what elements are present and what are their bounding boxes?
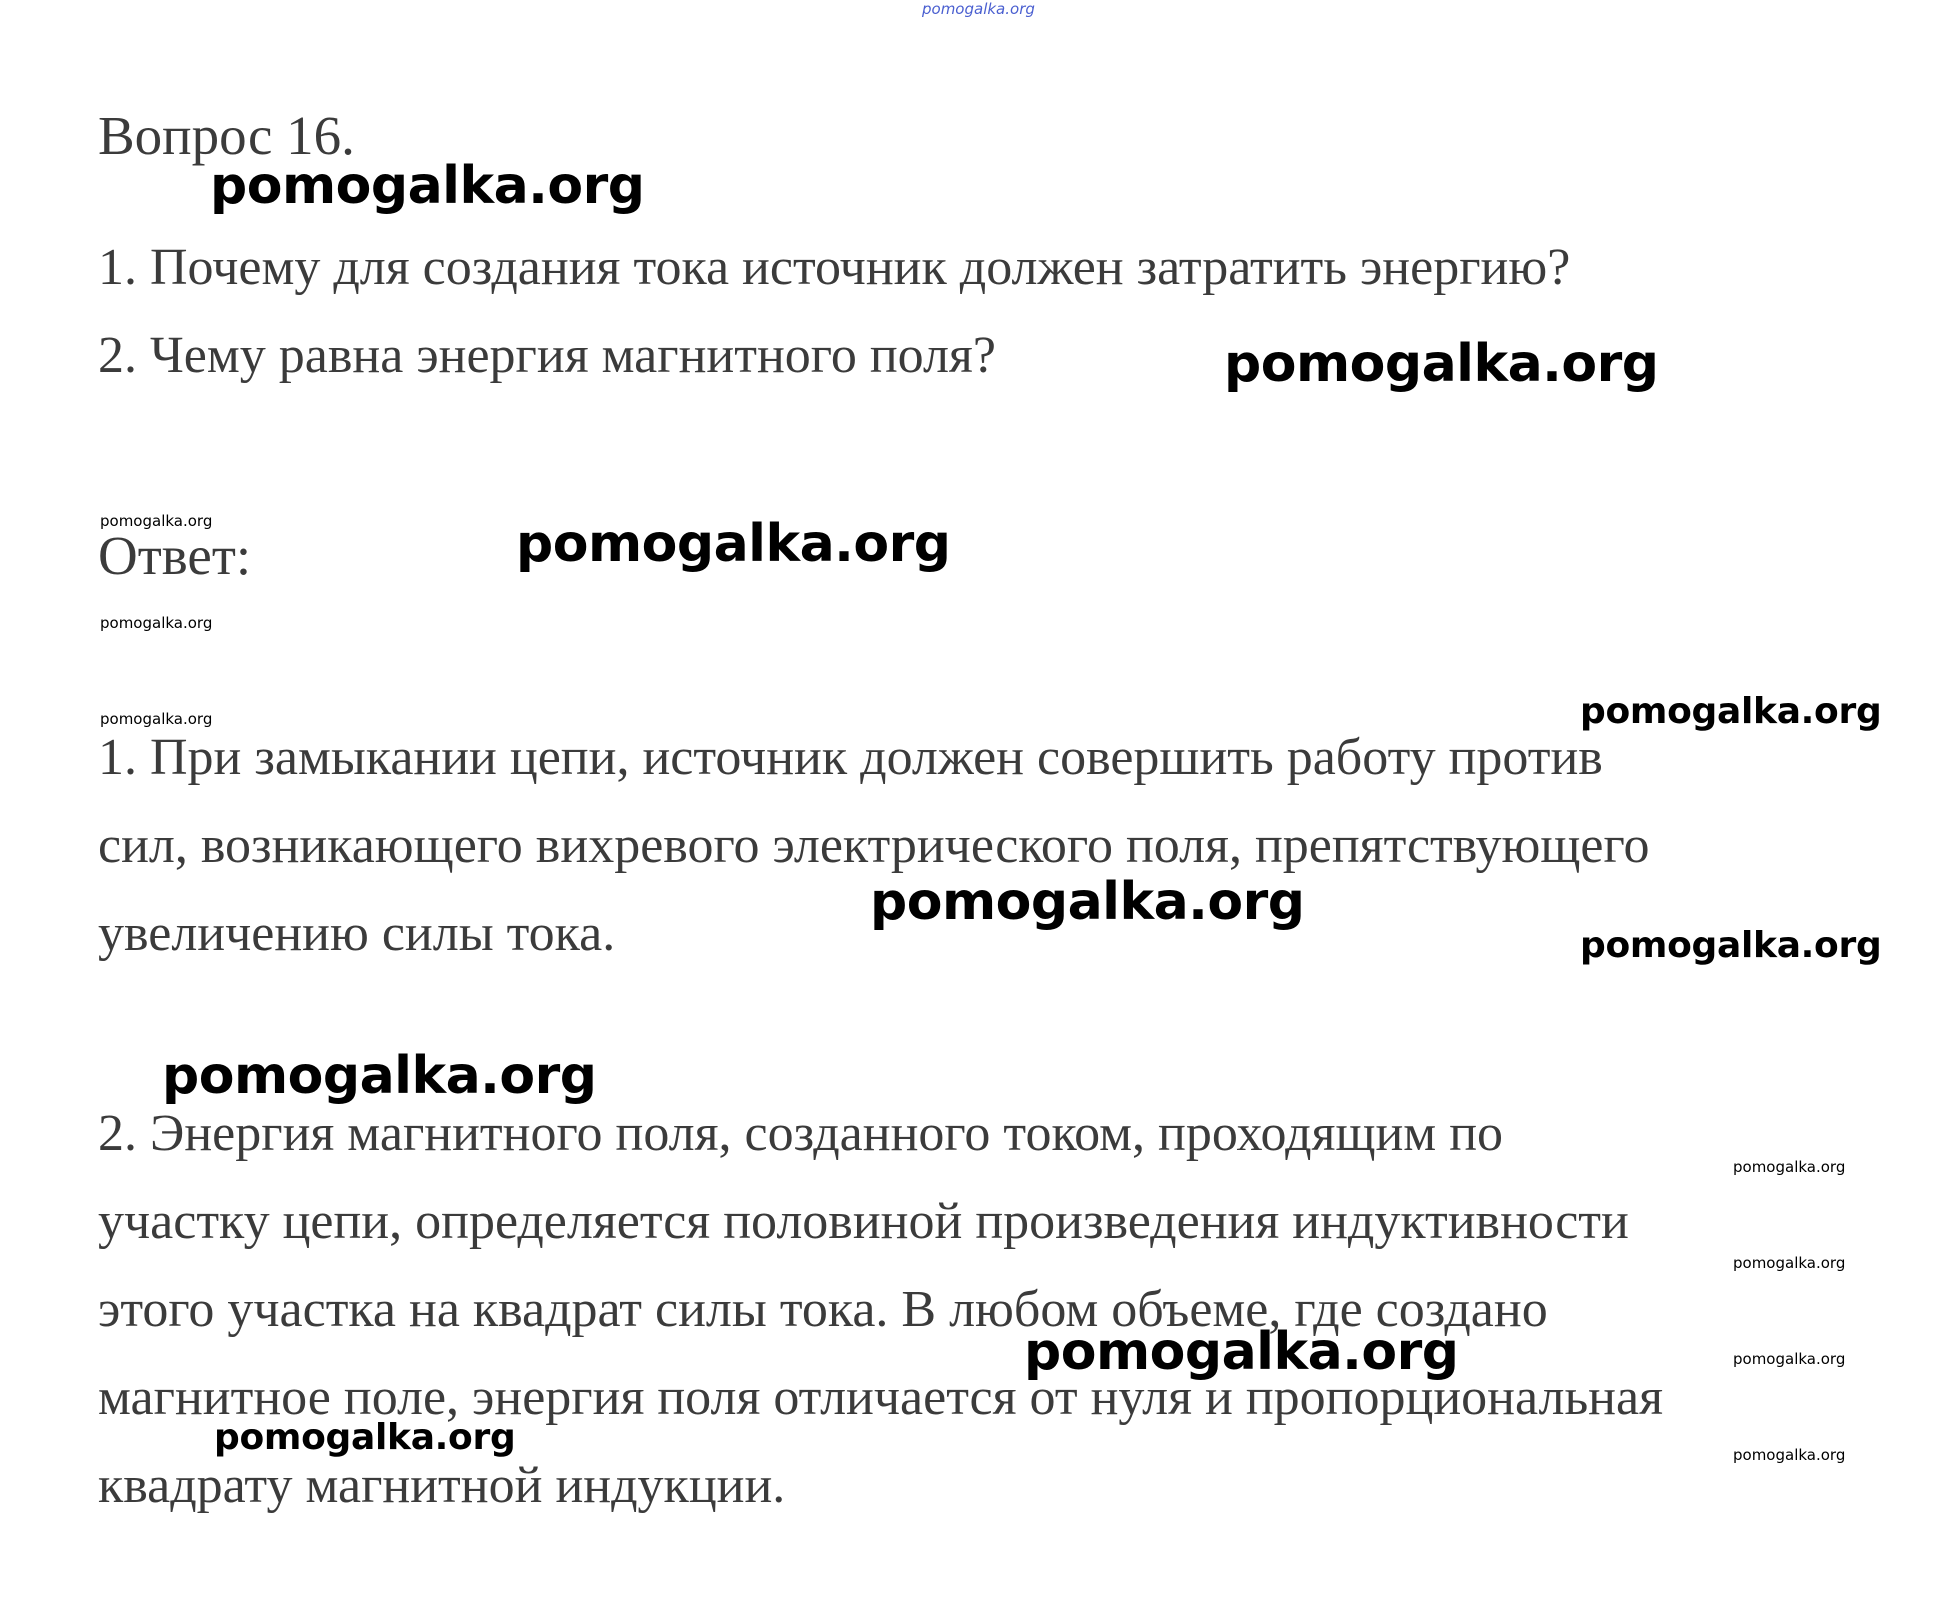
answer-part2-line-2: участку цепи, определяется половиной произведения индуктивности — [98, 1193, 1629, 1250]
watermark-4: pomogalka.org — [516, 514, 951, 574]
watermark-7: pomogalka.org — [1580, 691, 1882, 732]
answer-label: Ответ: — [98, 525, 252, 586]
watermark-13: pomogalka.org — [1024, 1322, 1459, 1382]
watermark-14: pomogalka.org — [1733, 1350, 1846, 1368]
answer-part1-line-3: увеличению силы тока. — [98, 905, 616, 962]
watermark-16: pomogalka.org — [1733, 1446, 1846, 1464]
question-item-2: 2. Чему равна энергия магнитного поля? — [98, 327, 996, 384]
watermark-5: pomogalka.org — [100, 614, 213, 632]
answer-part2-line-5: квадрату магнитной индукции. — [98, 1457, 786, 1514]
watermark-9: pomogalka.org — [1580, 925, 1882, 966]
watermark-6: pomogalka.org — [100, 710, 213, 728]
question-title: Вопрос 16. — [98, 105, 355, 166]
answer-part2-line-3: этого участка на квадрат силы тока. В любом объеме, где создано — [98, 1281, 1548, 1338]
watermark-top: pomogalka.org — [922, 0, 1035, 18]
watermark-10: pomogalka.org — [162, 1046, 597, 1106]
watermark-1: pomogalka.org — [210, 156, 645, 216]
watermark-12: pomogalka.org — [1733, 1254, 1846, 1272]
answer-part1-line-1: 1. При замыкании цепи, источник должен совершить работу против — [98, 729, 1603, 786]
watermark-3: pomogalka.org — [100, 512, 213, 530]
answer-part1-line-2: сил, возникающего вихревого электрического поля, препятствующего — [98, 817, 1650, 874]
watermark-2: pomogalka.org — [1224, 334, 1659, 394]
question-item-1: 1. Почему для создания тока источник должен затратить энергию? — [98, 239, 1571, 296]
answer-part2-line-1: 2. Энергия магнитного поля, созданного током, проходящим по — [98, 1105, 1504, 1162]
answer-part2-line-4: магнитное поле, энергия поля отличается от нуля и пропорциональная — [98, 1369, 1664, 1426]
watermark-8: pomogalka.org — [870, 872, 1305, 932]
watermark-11: pomogalka.org — [1733, 1158, 1846, 1176]
watermark-15: pomogalka.org — [214, 1417, 516, 1458]
